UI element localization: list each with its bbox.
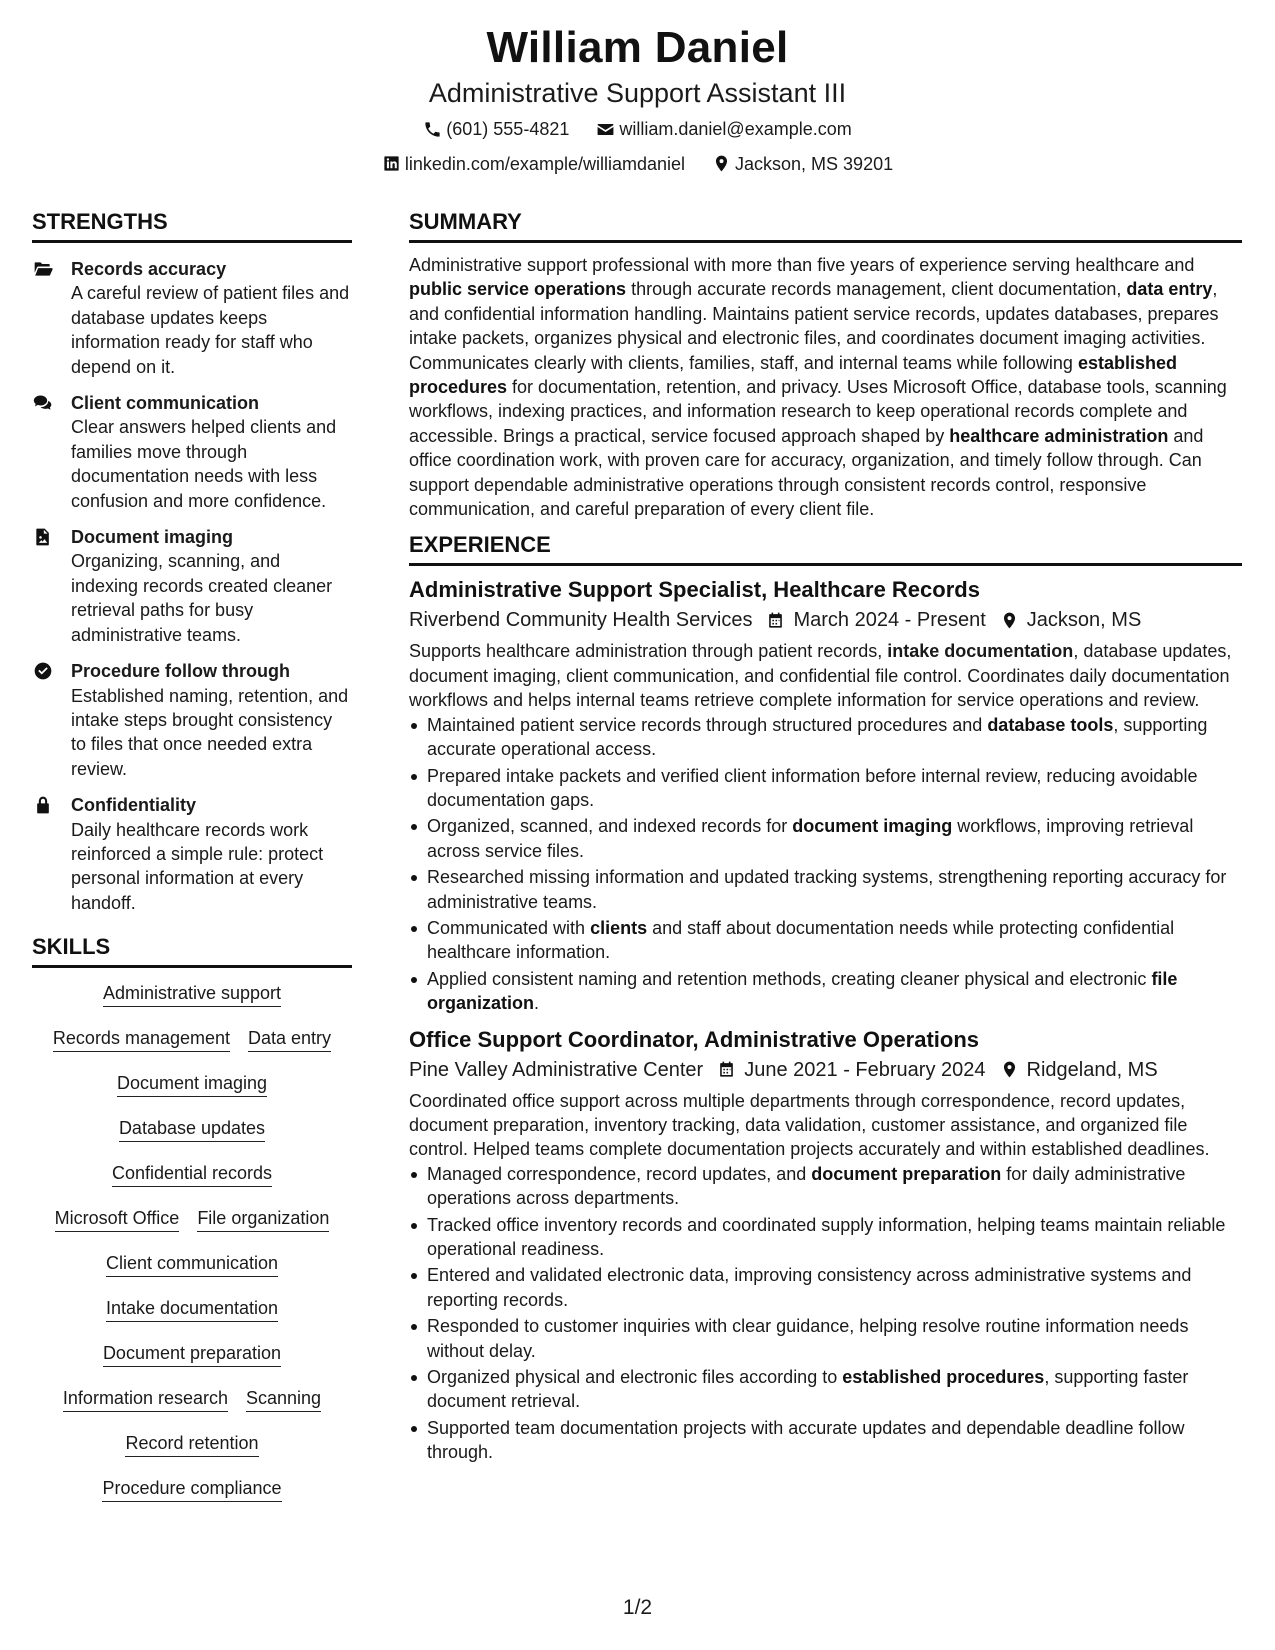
skill-row [32, 1113, 352, 1158]
calendar-icon [717, 1060, 736, 1079]
candidate-title: Administrative Support Assistant III [428, 78, 847, 108]
file-image-icon [32, 527, 54, 547]
job-bullet [409, 1314, 1242, 1363]
skills-section [32, 933, 352, 1518]
text-run: Communicated with [427, 917, 591, 938]
bold-keyword: document imaging [792, 816, 953, 837]
text-run: Organized, scanned, and indexed records for [427, 816, 793, 837]
skill-tag: Record retention [125, 1432, 258, 1457]
job-bullet [409, 1213, 1242, 1262]
text-run: for documentation, retention, and privacy. Uses Microsoft Office, database tools, scanning workflows, indexing practices, and information research to keep operational records complete and accessible. Brings a practical, service focused approach shaped by [409, 377, 1227, 446]
job-entry [409, 1026, 1242, 1465]
phone-text: (601) 555-4821 [446, 119, 570, 139]
bold-keyword: data entry [1126, 279, 1213, 300]
left-column [32, 208, 352, 1518]
location-item [712, 152, 893, 176]
experience-heading: EXPERIENCE [409, 531, 1242, 566]
bold-keyword: intake documentation [887, 641, 1074, 662]
text-run: , supporting faster document retrieval. [427, 1367, 1189, 1412]
text-run: and office coordination work, with proven care for accuracy, organization, and timely follow through. Can support dependable administrative operations through consistent records control, responsive communication, and careful preparation of every client file. [409, 425, 1204, 520]
strength-title: Records accuracy [71, 259, 227, 279]
text-run: and staff about documentation needs while protecting confidential healthcare information. [427, 917, 1175, 963]
phone-icon [423, 120, 442, 139]
map-marker-icon [1000, 1060, 1019, 1079]
bold-keyword: database tools [987, 714, 1114, 735]
strength-text: Daily healthcare records work reinforced a simple rule: protect personal information at every handoff. [71, 819, 324, 913]
text-run: Supports healthcare administration through patient records, [409, 641, 888, 662]
strength-title: Client communication [71, 393, 260, 414]
job-bullet [409, 916, 1242, 965]
comments-icon [32, 393, 54, 413]
envelope-icon [596, 120, 615, 139]
strength-item [32, 525, 352, 647]
contact-row-1 [0, 117, 1275, 145]
strength-item [32, 257, 352, 379]
job-company: Riverbend Community Health Services [409, 609, 753, 632]
job-title: Office Support Coordinator, Administrative Operations [409, 1026, 980, 1052]
job-bullet [409, 764, 1242, 813]
bold-keyword: document preparation [811, 1163, 1002, 1184]
skill-tag: Procedure compliance [102, 1477, 281, 1502]
summary-text [409, 253, 1242, 521]
skill-tag: Information research [63, 1387, 228, 1412]
job-dates: March 2024 - Present [793, 609, 986, 632]
job-bullet [409, 814, 1242, 863]
experience-section [409, 531, 1242, 1464]
skill-row [32, 1338, 352, 1383]
text-run: workflows, improving retrieval across service files. [427, 816, 1194, 861]
job-company: Pine Valley Administrative Center [409, 1058, 704, 1081]
skill-tag: Microsoft Office [55, 1207, 180, 1232]
page-number: 1/2 [622, 1596, 653, 1619]
strength-title: Document imaging [71, 527, 234, 548]
strength-text: Organizing, scanning, and indexing records created cleaner retrieval paths for busy administrative teams. [71, 551, 333, 645]
calendar-icon [766, 611, 785, 630]
skill-tag: Database updates [119, 1117, 265, 1142]
job-bullets [409, 713, 1242, 1016]
bold-keyword: established procedures [409, 352, 1177, 398]
text-run: Applied consistent naming and retention methods, creating cleaner physical and electronic [427, 968, 1152, 989]
email-link[interactable]: william.daniel@example.com [619, 119, 852, 139]
skill-row [32, 1473, 352, 1518]
text-run: , database updates, document imaging, client communication, and confidential file control. Coordinates daily documentation workflows and helps internal teams retrieve complete information for service operations and review. [409, 641, 1232, 711]
skill-tag: Confidential records [112, 1162, 272, 1187]
strengths-heading: STRENGTHS [32, 208, 352, 243]
skill-tag: Document preparation [103, 1342, 281, 1367]
phone-item [423, 117, 569, 141]
folder-open-icon [32, 259, 54, 279]
strengths-list [32, 257, 352, 915]
skill-tag: File organization [197, 1207, 329, 1232]
bold-keyword: established procedures [842, 1367, 1045, 1388]
job-bullet [409, 713, 1242, 762]
skill-tag: Data entry [248, 1027, 331, 1052]
strength-item [32, 391, 352, 513]
job-description [409, 1089, 1242, 1162]
bold-keyword: clients [590, 917, 648, 938]
text-run: Maintained patient service records through structured procedures and [427, 714, 988, 735]
job-description [409, 639, 1242, 712]
bold-keyword: file organization [427, 968, 1178, 1014]
text-run: Supported team documentation projects with accurate updates and dependable deadline follow through. [427, 1417, 1185, 1463]
skill-tag: Scanning [246, 1387, 321, 1412]
skills-heading: SKILLS [32, 933, 352, 968]
strength-title: Confidentiality [71, 795, 196, 816]
job-bullet [409, 1162, 1242, 1211]
text-run: Organized physical and electronic files according to [427, 1367, 843, 1388]
candidate-name: William Daniel [486, 23, 789, 72]
job-meta [409, 1056, 1242, 1084]
text-run: . [534, 993, 540, 1014]
text-run: Entered and validated electronic data, improving consistency across administrative systems and reporting records. [427, 1265, 1192, 1310]
skill-row [32, 1068, 352, 1113]
map-marker-icon [1000, 611, 1019, 630]
skills-list [32, 978, 352, 1518]
linkedin-item[interactable] [382, 152, 685, 176]
skill-tag: Document imaging [117, 1072, 267, 1097]
text-run: Managed correspondence, record updates, and [427, 1163, 812, 1184]
skill-row [32, 1023, 352, 1068]
linkedin-icon [382, 154, 401, 173]
resume-header [0, 22, 1275, 179]
map-marker-icon [712, 154, 731, 173]
email-item[interactable] [596, 117, 851, 141]
job-entry [409, 576, 1242, 1015]
text-run: Prepared intake packets and verified client information before internal review, reducing avoidable documentation gaps. [427, 765, 1198, 810]
text-run: Administrative support professional with more than five years of experience serving healthcare and [409, 255, 1195, 275]
bold-keyword: public service operations [409, 279, 627, 300]
text-run: Responded to customer inquiries with clear guidance, helping resolve routine information needs without delay. [427, 1316, 1189, 1361]
strength-text: Established naming, retention, and intake steps brought consistency to files that once needed extra review. [71, 685, 349, 779]
jobs-list [409, 576, 1242, 1464]
strength-text: Clear answers helped clients and families move through documentation needs with less confusion and more confidence. [71, 417, 337, 511]
skill-row [32, 1158, 352, 1203]
right-column [409, 208, 1242, 1467]
skill-row [32, 1383, 352, 1428]
linkedin-link[interactable]: linkedin.com/example/williamdaniel [404, 153, 685, 174]
job-bullet [409, 1263, 1242, 1312]
text-run: for daily administrative operations across departments. [427, 1163, 1186, 1209]
strength-text: A careful review of patient files and database updates keeps information ready for staff who depend on it. [71, 283, 350, 377]
text-run: Coordinated office support across multiple departments through correspondence, record updates, document preparation, inventory tracking, data validation, customer assistance, and organized file control. Helped teams complete documentation projects accurately and within established deadlines. [409, 1090, 1210, 1160]
strength-item [32, 659, 352, 781]
job-title: Administrative Support Specialist, Healthcare Records [409, 577, 980, 603]
job-bullet [409, 1365, 1242, 1414]
skill-row [32, 1293, 352, 1338]
skill-row [32, 1248, 352, 1293]
skill-tag: Administrative support [103, 982, 281, 1007]
check-circle-icon [32, 661, 54, 681]
strength-item [32, 793, 352, 915]
text-run: Tracked office inventory records and coordinated supply information, helping teams maintain reliable operational readiness. [427, 1214, 1226, 1259]
contact-row-2 [0, 152, 1275, 180]
job-bullet [409, 967, 1242, 1016]
job-location: Jackson, MS [1026, 609, 1142, 632]
skill-tag: Intake documentation [106, 1297, 278, 1322]
skill-row [32, 1428, 352, 1473]
text-run: through accurate records management, client documentation, [626, 279, 1127, 300]
job-location: Ridgeland, MS [1026, 1058, 1158, 1081]
location-text: Jackson, MS 39201 [735, 153, 894, 174]
job-bullet [409, 1416, 1242, 1465]
job-meta [409, 606, 1242, 634]
job-bullet [409, 865, 1242, 914]
job-dates: June 2021 - February 2024 [744, 1058, 986, 1081]
skill-tag: Records management [53, 1027, 230, 1052]
text-run: , supporting accurate operational access. [427, 714, 1208, 760]
text-run: , and confidential information handling. Maintains patient service records, updates databases, prepares intake packets, organizes physical and electronic files, and coordinates document imaging activities. Communicates clearly with clients, families, staff, and internal teams while following [409, 279, 1219, 373]
lock-icon [32, 795, 54, 815]
skill-row [32, 978, 352, 1023]
bold-keyword: healthcare administration [949, 425, 1169, 446]
summary-heading: SUMMARY [409, 208, 1242, 243]
strength-title: Procedure follow through [71, 661, 290, 682]
skill-tag: Client communication [106, 1252, 278, 1277]
job-bullets [409, 1162, 1242, 1465]
text-run: Researched missing information and updated tracking systems, strengthening reporting accuracy for administrative teams. [427, 867, 1227, 912]
skill-row [32, 1203, 352, 1248]
